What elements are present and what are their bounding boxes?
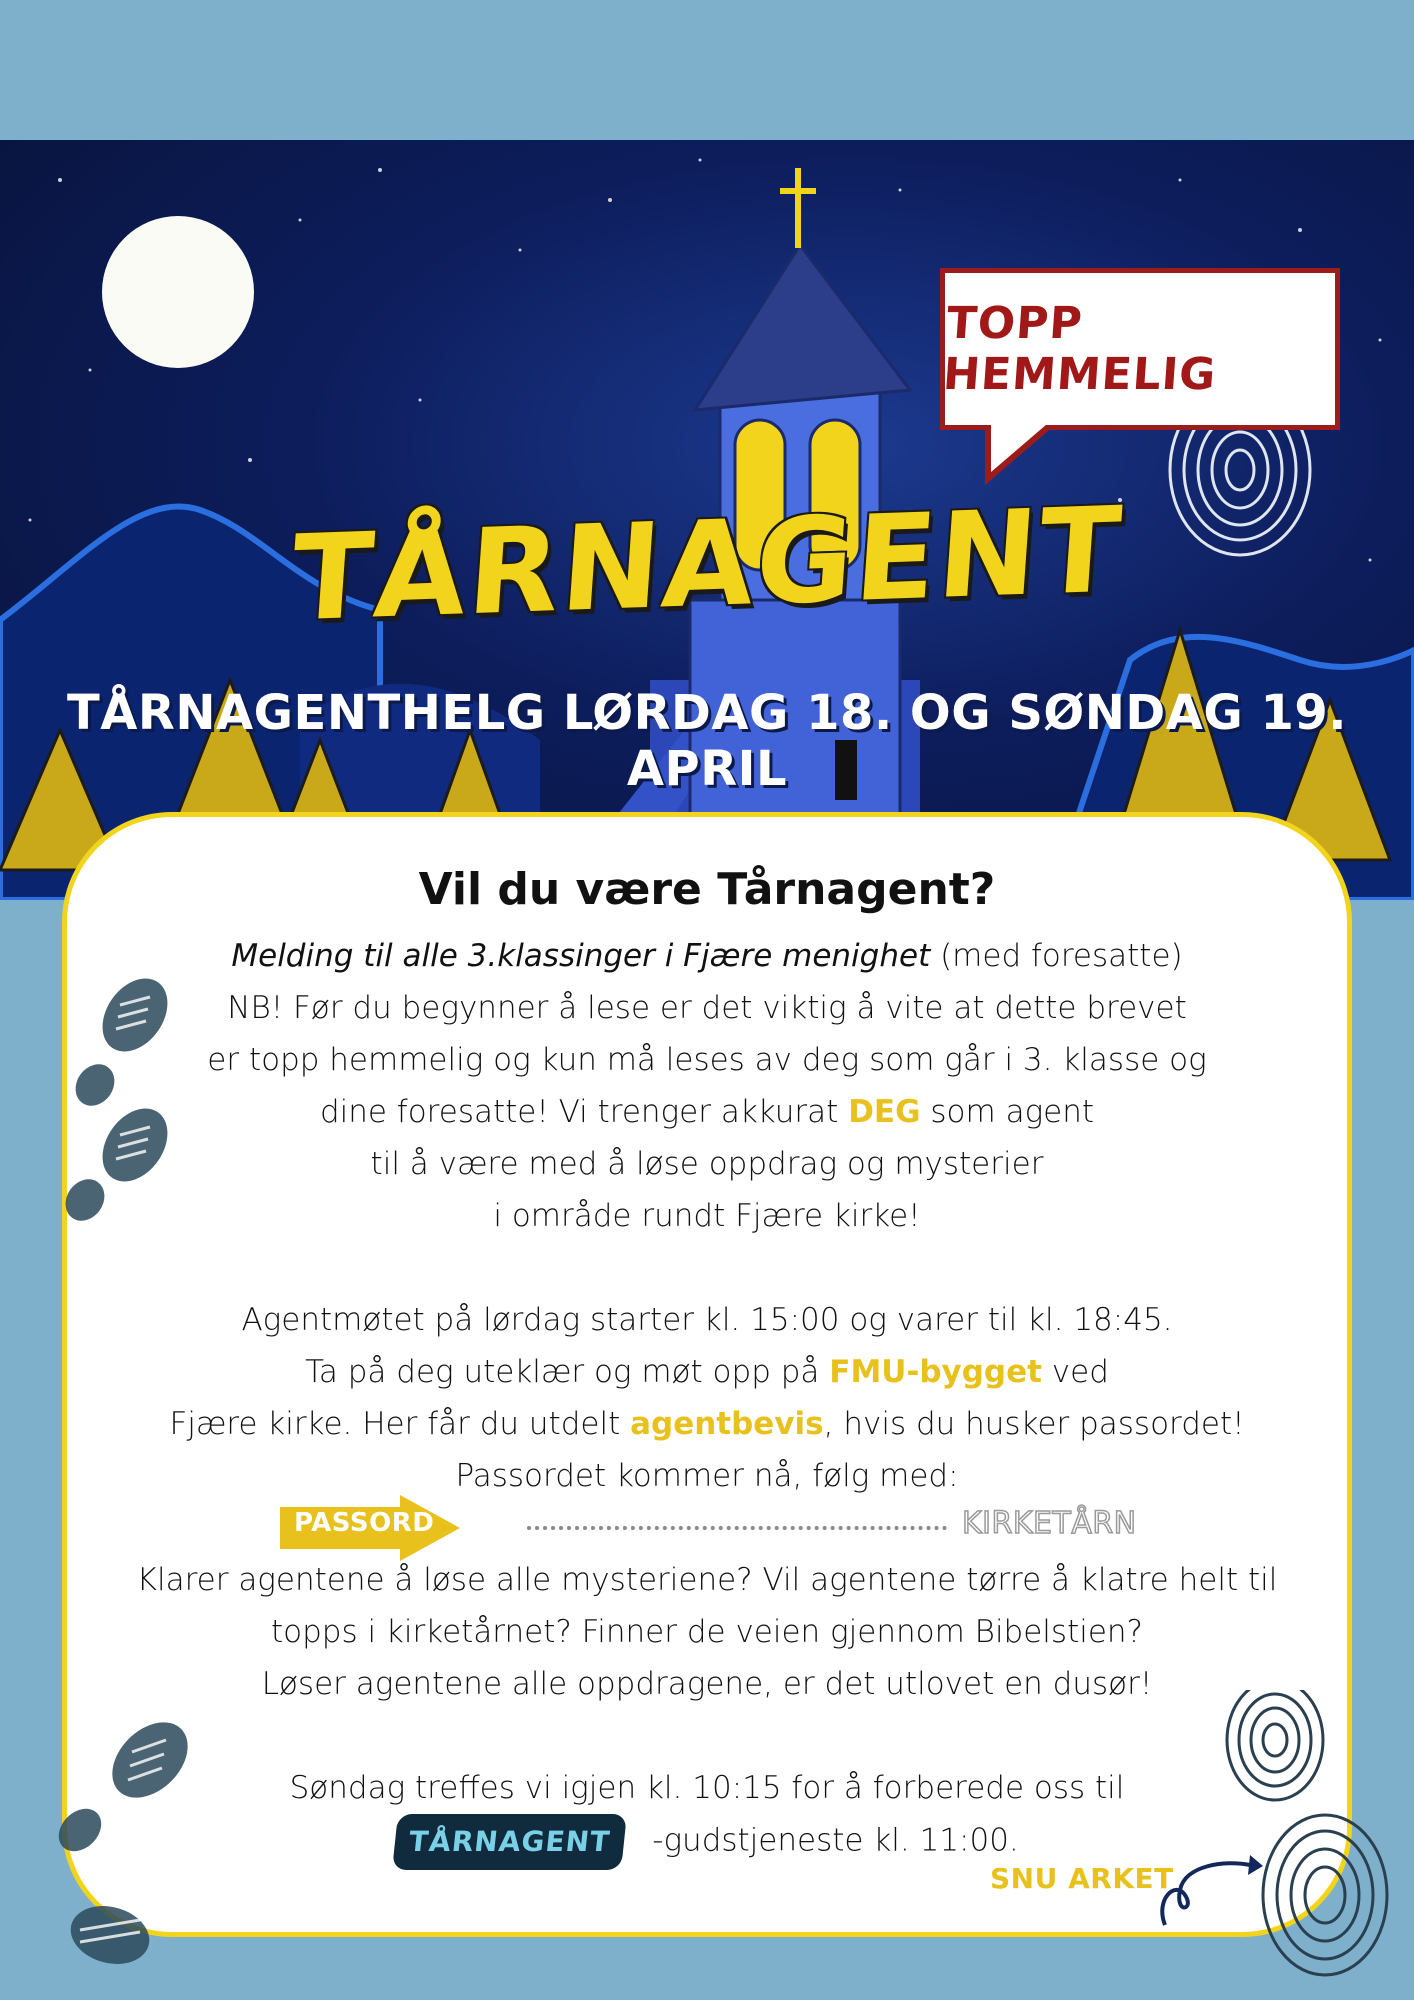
paragraph-line: Ta på deg uteklær og møt opp på FMU-bygget ved [305,1354,1109,1390]
dotted-line [527,1526,947,1530]
hero-title: TÅRNAGENT [287,480,1127,648]
paragraph-line: Løser agentene alle oppdragene, er det utlovet en dusør! [261,1666,1153,1702]
paragraph-line: Passordet kommer nå, følg med: [455,1458,959,1494]
paragraph-line: Agentmøtet på lørdag starter kl. 15:00 og varer til kl. 18:45. [241,1302,1173,1338]
password-row [62,1502,1352,1554]
footprint-icon [40,975,190,1225]
password-label: PASSORD [294,1508,435,1538]
paragraph-line: dine foresatte! Vi trenger akkurat DEG som agent [319,1094,1095,1130]
turn-page-label: SNU ARKET [990,1862,1174,1895]
speech-tail-inner [991,424,1047,472]
highlight-agentbevis: agentbevis [630,1406,824,1442]
paragraph-line: Klarer agentene å løse alle mysteriene? Vil agentene tørre å klatre helt til [136,1562,1278,1598]
letter-content [62,860,1352,1870]
paragraph-line: TÅRNAGENT -gudstjeneste kl. 11:00. [62,1814,1352,1870]
paragraph-line: er topp hemmelig og kun må leses av deg som går i 3. klasse og [207,1042,1207,1078]
event-dates: TÅRNAGENTHELG LØRDAG 18. OG SØNDAG 19. APRIL [66,685,1347,797]
paragraph-line: Fjære kirke. Her får du utdelt agentbevis, hvis du husker passordet! [169,1406,1245,1442]
letter-heading: Vil du være Tårnagent? [418,864,996,915]
tarnagent-logo: TÅRNAGENT [392,1814,627,1870]
password-word: KIRKETÅRN [962,1506,1137,1541]
paragraph-line: topps i kirketårnet? Finner de veien gjennom Bibelstien? [270,1614,1144,1650]
paragraph-line: NB! Før du begynner å lese er det viktig å vite at dette brevet [227,990,1187,1026]
footprint-icon [20,1720,200,1980]
paragraph-line: til å være med å løse oppdrag og mysterier [370,1146,1044,1182]
highlight-deg: DEG [848,1094,921,1130]
top-secret-stamp [940,268,1340,430]
stamp-label: TOPP HEMMELIG [941,298,1219,400]
hero-banner [0,140,1414,900]
paragraph-line: Søndag treffes vi igjen kl. 10:15 for å forberede oss til [289,1770,1125,1806]
moon-icon [102,216,254,368]
highlight-fmu: FMU-bygget [829,1354,1042,1390]
intro-line: Melding til alle 3.klassinger i Fjære menighet (med foresatte) [231,938,1183,974]
paragraph-line: i område rundt Fjære kirke! [493,1198,921,1234]
